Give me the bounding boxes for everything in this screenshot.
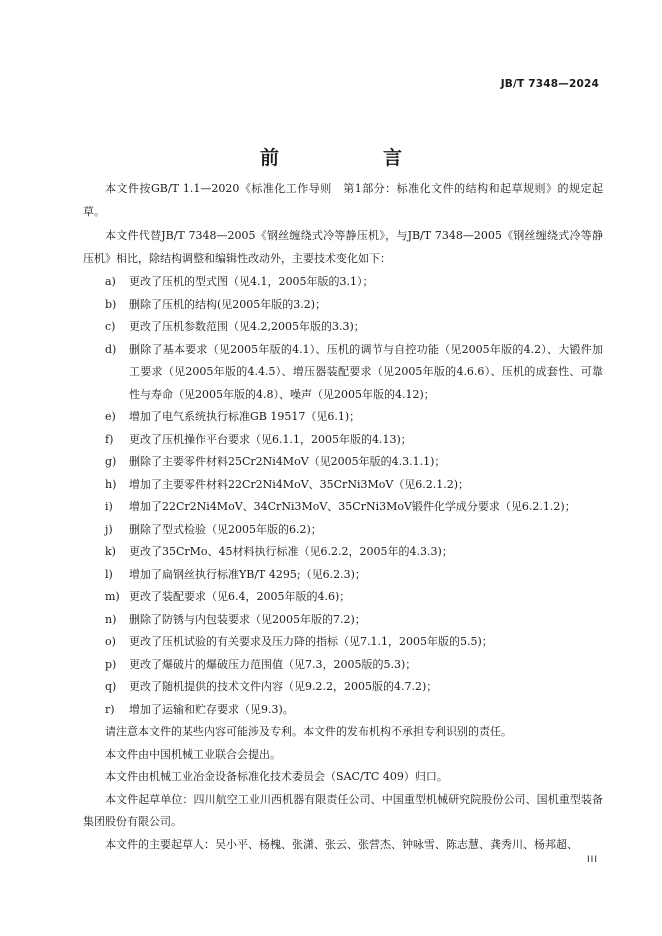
list-item: g) 删除了主要零件材料25Cr2Ni4MoV（见2005年版的4.3.1.1)；: [105, 455, 446, 468]
document-body: [83, 178, 603, 856]
list-item: a) 更改了压机的型式图（见4.1，2005年版的3.1）；: [105, 275, 374, 288]
page-title: 前 言: [259, 147, 424, 169]
list-item: c) 更改了压机参数范围（见4.2,2005年版的3.3)；: [105, 320, 365, 333]
drafters: 本文件的主要起草人：吴小平、杨槐、张潇、张云、张营杰、钟咏雪、陈志慧、龚秀川、杨邦超、: [105, 837, 578, 851]
list-item: p) 更改了爆破片的爆破压力范围值（见7.3，2005版的5.3)；: [105, 657, 417, 671]
list-item: m) 更改了装配要求（见6.4，2005年版的4.6)；: [105, 590, 351, 603]
intro-paragraph: 本文件按GB/T 1.1—2020《标准化工作导则 第1部分：标准化文件的结构和起草规则》的规定起草。: [83, 182, 603, 218]
list-item: e) 增加了电气系统执行标准GB 19517（见6.1)；: [105, 410, 361, 423]
committee-statement: 本文件由机械工业冶金设备标准化技术委员会（SAC/TC 409）归口。: [105, 770, 448, 783]
document-code: JB/T 7348—2024: [500, 78, 599, 90]
proposer-statement: 本文件由中国机械工业联合会提出。: [105, 747, 281, 761]
list-item: l) 增加了扁钢丝执行标准YB/T 4295;（见6.2.3)；: [105, 567, 366, 581]
list-item: i) 增加了22Cr2Ni4MoV、34CrNi3MoV、35CrNi3MoV锻件化学成分要求（见6.2.1.2)；: [105, 500, 576, 513]
intro-paragraph: 本文件代替JB/T 7348—2005《钢丝缠绕式冷等静压机》，与JB/T 7348—2005《钢丝缠绕式冷等静压机》相比，除结构调整和编辑性改动外，主要技术变化如下：: [83, 229, 603, 265]
list-item: h) 增加了主要零件材料22Cr2Ni4MoV、35CrNi3MoV（见6.2.1.2)；: [105, 477, 470, 491]
list-item: b) 删除了压机的结构(见2005年版的3.2)；: [105, 297, 327, 311]
page-number: III: [587, 855, 598, 865]
list-item: d) 删除了基本要求（见2005年版的4.1）、压机的调节与自控功能（见2005年版的4.2）、大锻件加工要求（见2005年版的4.4.5）、增压器装配要求（见2005年版的4.6.6）、压机的成套性、可靠性与寿命（见2005年版的4.8）、噪声（见2005年版的4.12)；: [105, 342, 603, 401]
patent-notice: 请注意本文件的某些内容可能涉及专利。本文件的发布机构不承担专利识别的责任。: [105, 725, 512, 738]
list-item: n) 删除了防锈与内包装要求（见2005年版的7.2)；: [105, 612, 366, 626]
list-item: j) 删除了型式检验（见2005年版的6.2)；: [105, 522, 322, 536]
list-item: q) 更改了随机提供的技术文件内容（见9.2.2，2005版的4.7.2)；: [105, 680, 438, 693]
list-item: r) 增加了运输和贮存要求（见9.3)。: [105, 702, 294, 716]
change-list: [83, 271, 603, 721]
list-item: k) 更改了35CrMo、45材料执行标准（见6.2.2，2005年的4.3.3)；: [105, 545, 453, 558]
list-item: f) 更改了压机操作平台要求（见6.1.1，2005年版的4.13)；: [105, 432, 412, 446]
drafting-units: 本文件起草单位：四川航空工业川西机器有限责任公司、中国重型机械研究院股份公司、国机重型装备集团股份有限公司。: [83, 792, 603, 828]
list-item: o) 更改了压机试验的有关要求及压力降的指标（见7.1.1，2005年版的5.5)；: [105, 635, 493, 648]
